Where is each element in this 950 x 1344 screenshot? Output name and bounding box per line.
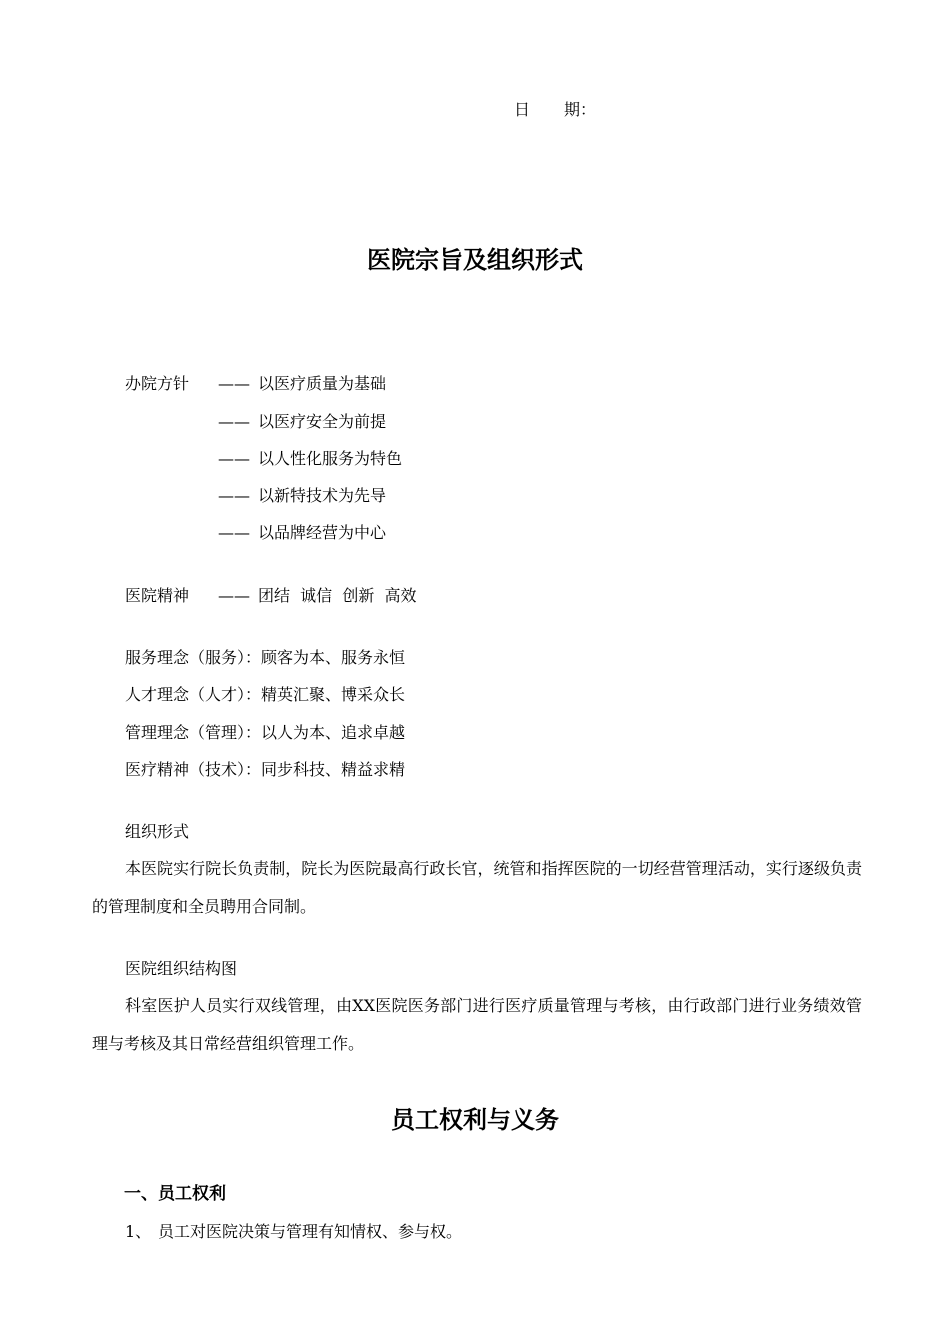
- section-title-mission: 医院宗旨及组织形式: [367, 245, 583, 274]
- policy-dash: ——: [218, 523, 250, 542]
- org-chart-heading: 医院组织结构图: [125, 959, 238, 978]
- org-form-heading: 组织形式: [125, 822, 190, 841]
- policy-dash: ——: [218, 412, 250, 431]
- policy-dash: ——: [218, 486, 250, 505]
- concept-line: 医疗精神（技术）：同步科技、精益求精: [125, 760, 406, 779]
- spirit-value: 团结 诚信 创新 高效: [258, 586, 417, 605]
- policy-dash: ——: [218, 374, 250, 393]
- section-title-rights: 员工权利与义务: [391, 1105, 559, 1134]
- org-form-paragraph: 本医院实行院长负责制，院长为医院最高行政长官，统管和指挥医院的一切经营管理活动，实行逐级负责的管理制度和全员聘用合同制。: [92, 859, 862, 916]
- rights-subheading: 一、员工权利: [124, 1184, 226, 1204]
- policy-item: 以医疗质量为基础: [258, 374, 387, 393]
- policy-label: 办院方针: [125, 374, 190, 393]
- concept-line: 人才理念（人才）：精英汇聚、博采众长: [125, 685, 406, 704]
- concept-line: 管理理念（管理）：以人为本、追求卓越: [125, 723, 406, 742]
- org-chart-paragraph: 科室医护人员实行双线管理，由XX医院医务部门进行医疗质量管理与考核，由行政部门进行业务绩效管理与考核及其日常经营组织管理工作。: [92, 996, 862, 1053]
- date-label-right: 期：: [564, 100, 597, 119]
- policy-item: 以品牌经营为中心: [258, 523, 387, 542]
- policy-item: 以医疗安全为前提: [258, 412, 387, 431]
- spirit-dash: ——: [218, 586, 250, 605]
- policy-dash: ——: [218, 449, 250, 468]
- list-item-number: 1、: [125, 1222, 152, 1241]
- list-item-text: 员工对医院决策与管理有知情权、参与权。: [158, 1222, 463, 1241]
- date-label-left: 日: [514, 100, 531, 119]
- spirit-label: 医院精神: [125, 586, 190, 605]
- policy-item: 以新特技术为先导: [258, 486, 387, 505]
- date-line: [514, 100, 596, 120]
- policy-item: 以人性化服务为特色: [258, 449, 403, 468]
- concept-line: 服务理念（服务）：顾客为本、服务永恒: [125, 648, 406, 667]
